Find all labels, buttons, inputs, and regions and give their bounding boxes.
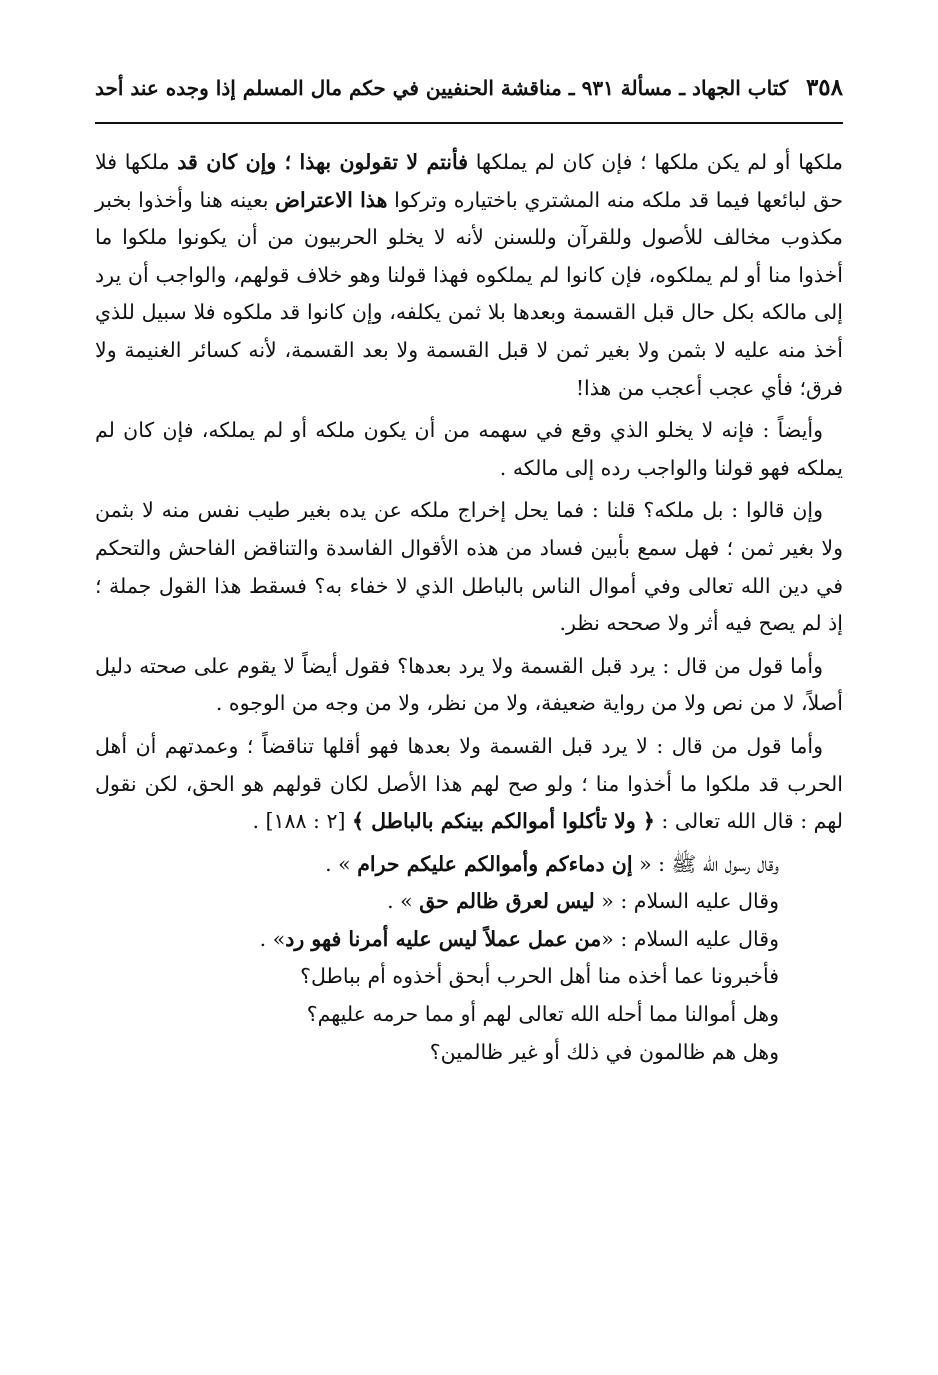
text-segment: وأما قول من قال : لا يرد قبل القسمة ولا بعدها فهو أقلها تناقضاً ؛ وعمدتهم أن أهل الحرب قد ملكوا ما أخذوا منا ؛ ولو صح لهم هذا الأصل لكان قولهم هو الحق، لكن نقول لهم : قال الله تعالى : — [95, 733, 843, 834]
text-segment: ملكها فلا حق لبائعها فيما قد ملكه منه المشتري باختياره وتركوا — [95, 150, 844, 212]
text-segment: » . — [325, 851, 358, 876]
text-segment: » . — [387, 889, 420, 914]
text-segment: وقال عليه السلام : « — [594, 889, 779, 914]
text-segment: وقال رسول الله ﷺ : « — [632, 851, 779, 876]
paragraphs — [95, 144, 843, 841]
body-text — [95, 144, 843, 1071]
bold-text-segment: من عمل عملاً ليس عليه أمرنا فهو رد — [285, 926, 602, 951]
text-segment: فأخبرونا عما أخذه منا أهل الحرب أبحق أخذوه أم بباطل؟ — [300, 964, 779, 989]
text-segment: وقال عليه السلام : « — [601, 926, 779, 951]
bold-text-segment: فأنتم لا تقولون بهذا ؛ وإن كان قد — [177, 150, 469, 174]
text-segment: ملكها أو لم يكن ملكها ؛ فإن كان لم يملكها — [468, 150, 844, 174]
text-segment: بعينه هنا وأخذوا بخبر مكذوب مخالف للأصول وللقرآن وللسنن لأنه لا يخلو الحربيون من أن يكونوا ملكوا ما أخذوا منا أو لم يملكوه، فإن كانوا لم يملكوه فهذا قولنا وهو خلاف قولهم، والواجب أن يرد إلى مالكه بكل حال قبل القسمة وبعدها بلا ثمن يكلفه، وإن كانوا قد ملكوه فلا سبيل للذي أخذ منه عليه لا بثمن ولا بغير ثمن لا قبل القسمة ولا بعد القسمة، لأنه كسائر الغنيمة ولا فرق؛ فأي عجب أعجب من هذا! — [95, 187, 843, 400]
text-segment: وأيضاً : فإنه لا يخلو الذي وقع في سهمه من أن يكون ملكه أو لم يملكه، فإن كان لم يملكه فهو قولنا والواجب رده إلى مالكه . — [95, 418, 843, 480]
quote-line — [95, 958, 779, 996]
bold-text-segment: ﴿ ولا تأكلوا أموالكم بينكم بالباطل ﴾ — [352, 809, 655, 834]
paragraph — [95, 728, 843, 841]
page-number: ٣٥٨ — [805, 74, 843, 101]
page-header — [95, 74, 843, 101]
quote-line — [95, 883, 779, 921]
text-segment: [٢ : ١٨٨] . — [252, 809, 352, 834]
paragraph — [95, 648, 843, 723]
bold-text-segment: إن دماءكم وأموالكم عليكم حرام — [357, 851, 633, 876]
quote-line — [95, 1034, 779, 1072]
header-rule — [95, 122, 843, 124]
text-segment: وهل هم ظالمون في ذلك أو غير ظالمين؟ — [429, 1039, 779, 1064]
text-segment: » . — [259, 926, 286, 951]
quote-line — [95, 996, 779, 1034]
quote-line — [95, 921, 779, 959]
text-segment: وهل أموالنا مما أحله الله تعالى لهم أو مما حرمه عليهم؟ — [306, 1002, 779, 1027]
paragraph — [95, 492, 843, 642]
paragraph — [95, 412, 843, 487]
bold-text-segment: هذا الاعتراض — [275, 187, 388, 212]
paragraph — [95, 144, 843, 407]
text-segment: وإن قالوا : بل ملكه؟ قلنا : فما يحل إخراج ملكه عن يده بغير طيب نفس منه لا بثمن ولا بغير ثمن ؛ فهل سمع بأبين فساد من هذه الأقوال الفاسدة والتناقض الفاحش والتحكم في دين الله تعالى وفي أموال الناس بالباطل الذي لا خفاء به؟ فسقط هذا القول جملة ؛ إذ لم يصح فيه أثر ولا صححه نظر. — [95, 498, 843, 636]
text-segment: وأما قول من قال : يرد قبل القسمة ولا يرد بعدها؟ فقول أيضاً لا يقوم على صحته دليل أصلاً، لا من نص ولا من رواية ضعيفة، ولا من نظر، ولا من وجه من الوجوه . — [95, 653, 843, 716]
quotations — [95, 846, 843, 1072]
bold-text-segment: ليس لعرق ظالم حق — [419, 889, 595, 914]
running-title: كتاب الجهاد ـ مسألة ٩٣١ ـ مناقشة الحنفيين في حكم مال المسلم إذا وجده عند أحد — [95, 76, 789, 100]
quote-line — [95, 846, 779, 884]
